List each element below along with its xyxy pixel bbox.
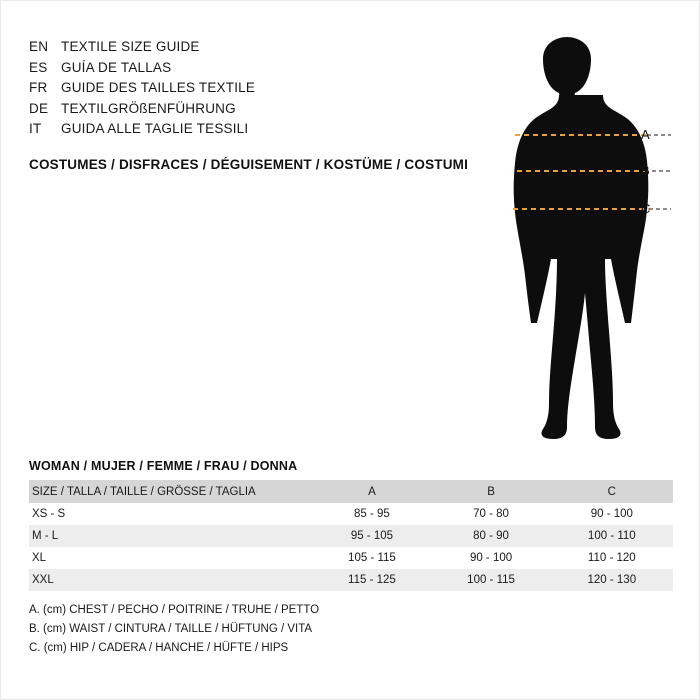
table-cell-size: M - L [29, 525, 312, 547]
table-header-b: B [431, 480, 550, 503]
language-text-en: TEXTILE SIZE GUIDE [61, 39, 200, 54]
table-cell-size: XL [29, 547, 312, 569]
size-table-title: WOMAN / MUJER / FEMME / FRAU / DONNA [29, 459, 298, 473]
language-row-es [29, 58, 469, 79]
footnote-c: C. (cm) HIP / CADERA / HANCHE / HÜFTE / HIPS [29, 642, 289, 654]
language-row-de [29, 99, 469, 120]
table-row [29, 569, 673, 591]
table-row [29, 503, 673, 525]
costumes-subtitle: COSTUMES / DISFRACES / DÉGUISEMENT / KOSTÜME / COSTUMI [29, 156, 469, 172]
size-table-section [29, 459, 673, 591]
table-cell-a: 85 - 95 [312, 503, 431, 525]
table-cell-a: 105 - 115 [312, 547, 431, 569]
language-row-it [29, 119, 469, 140]
table-cell-c: 100 - 110 [551, 525, 673, 547]
table-cell-size: XXL [29, 569, 312, 591]
measure-label-group [627, 31, 687, 441]
table-cell-a: 115 - 125 [312, 569, 431, 591]
measure-label-a: A [641, 127, 650, 142]
table-cell-c: 110 - 120 [551, 547, 673, 569]
table-header-c: C [551, 480, 673, 503]
measure-label-b: B [641, 163, 650, 178]
size-table [29, 480, 673, 591]
language-text-de: TEXTILGRÖßENFÜHRUNG [61, 100, 236, 116]
footnote-b: B. (cm) WAIST / CINTURA / TAILLE / HÜFTUNG / VITA [29, 623, 313, 635]
table-cell-a: 95 - 105 [312, 525, 431, 547]
language-row-fr [29, 78, 469, 99]
table-header-a: A [312, 480, 431, 503]
table-row [29, 547, 673, 569]
footnotes [29, 601, 629, 658]
language-code-it: IT [29, 121, 42, 136]
table-cell-size: XS - S [29, 503, 312, 525]
table-cell-b: 100 - 115 [431, 569, 550, 591]
table-cell-b: 70 - 80 [431, 503, 550, 525]
footnote-a: A. (cm) CHEST / PECHO / POITRINE / TRUHE / PETTO [29, 604, 320, 616]
table-cell-b: 80 - 90 [431, 525, 550, 547]
language-code-de: DE [29, 100, 49, 116]
language-text-fr: GUIDE DES TAILLES TEXTILE [61, 80, 256, 95]
table-cell-b: 90 - 100 [431, 547, 550, 569]
language-text-es: GUÍA DE TALLAS [61, 59, 172, 75]
language-code-en: EN [29, 39, 49, 54]
language-row-en [29, 37, 469, 58]
language-code-es: ES [29, 59, 48, 75]
table-header-row [29, 480, 673, 503]
measure-label-c: C [641, 201, 651, 216]
language-text-it: GUIDA ALLE TAGLIE TESSILI [61, 121, 249, 136]
table-header-size: SIZE / TALLA / TAILLE / GRÖSSE / TAGLIA [29, 480, 312, 503]
header [29, 37, 469, 172]
language-code-fr: FR [29, 80, 48, 95]
table-cell-c: 120 - 130 [551, 569, 673, 591]
table-row [29, 525, 673, 547]
table-cell-c: 90 - 100 [551, 503, 673, 525]
